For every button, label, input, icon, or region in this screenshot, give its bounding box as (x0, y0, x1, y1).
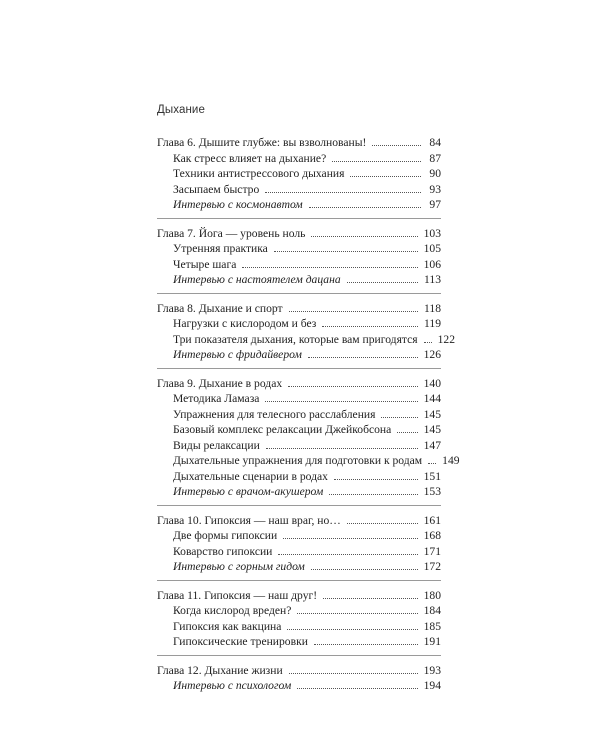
toc-section-entry (157, 316, 441, 332)
toc-section-entry (157, 182, 441, 198)
dot-leader (329, 494, 417, 495)
toc-interview-entry-title: Интервью с фридайвером (173, 348, 302, 361)
toc-chapter-entry-page: 103 (423, 226, 441, 240)
dot-leader (278, 554, 417, 555)
toc-section-entry-title: Гипоксические тренировки (173, 635, 308, 648)
dot-leader (372, 145, 421, 146)
toc-section-entry-title: Дыхательные упражнения для подготовки к родам (173, 454, 423, 467)
toc-chapter-entry-page: 161 (423, 513, 441, 527)
toc-section-entry-page: 122 (437, 332, 455, 346)
toc-interview-entry-page: 97 (429, 198, 441, 211)
table-of-contents (157, 135, 460, 706)
toc-chapter-entry-title: Глава 10. Гипоксия — наш враг, но… (157, 513, 341, 527)
dot-leader (311, 569, 418, 570)
dot-leader (347, 282, 418, 283)
toc-section-entry-title: Утренняя практика (173, 242, 268, 255)
toc-interview-entry (157, 272, 441, 288)
dot-leader (308, 357, 418, 358)
dot-leader (265, 192, 421, 193)
toc-chapter (157, 588, 441, 656)
running-header: Дыхание (157, 104, 205, 116)
dot-leader (265, 401, 417, 402)
toc-chapter-entry-page: 118 (424, 301, 441, 315)
dot-leader (289, 673, 418, 674)
toc-section-entry-page: 149 (442, 454, 460, 467)
toc-section-entry-title: Базовый комплекс релаксации Джейкобсона (173, 423, 392, 436)
toc-interview-entry (157, 197, 441, 213)
toc-section-entry-page: 90 (429, 167, 441, 180)
toc-chapter-entry-page: 84 (429, 136, 441, 149)
toc-section-entry-title: Виды релаксации (173, 438, 260, 452)
toc-section-entry-title: Техники антистрессового дыхания (173, 167, 345, 180)
toc-section-entry (157, 241, 441, 257)
dot-leader (266, 448, 418, 449)
toc-section-entry-page: 87 (429, 151, 441, 165)
dot-leader (283, 538, 417, 539)
toc-interview-entry-title: Интервью с космонавтом (173, 198, 303, 211)
toc-chapter-entry-title: Глава 8. Дыхание и спорт (157, 301, 283, 315)
toc-section-entry-title: Когда кислород вреден? (173, 604, 292, 617)
toc-interview-entry-page: 113 (424, 273, 441, 286)
toc-section-entry-page: 185 (423, 619, 441, 633)
toc-chapter-entry-page: 193 (423, 663, 441, 677)
toc-chapter (157, 376, 460, 506)
dot-leader (323, 598, 418, 599)
toc-section-entry-page: 151 (423, 469, 441, 483)
toc-section-entry-title: Методика Ламаза (173, 392, 260, 405)
toc-section-entry-page: 145 (423, 407, 441, 421)
dot-leader (397, 432, 417, 433)
toc-chapter-entry (157, 376, 441, 392)
dot-leader (428, 463, 436, 464)
toc-section-entry (157, 603, 441, 619)
toc-section-entry (157, 528, 441, 544)
toc-section-entry-page: 119 (424, 317, 441, 330)
dot-leader (309, 207, 421, 208)
toc-section-entry-title: Коварство гипоксии (173, 544, 273, 558)
toc-section-entry-title: Две формы гипоксии (173, 529, 278, 542)
toc-section-entry (157, 332, 455, 348)
toc-section-entry (157, 407, 441, 423)
toc-interview-entry-page: 126 (423, 348, 441, 361)
toc-section-entry (157, 469, 441, 485)
dot-leader (424, 342, 432, 343)
dot-leader (297, 688, 417, 689)
toc-chapter-entry (157, 135, 441, 151)
toc-interview-entry (157, 484, 441, 500)
toc-section-entry (157, 634, 441, 650)
toc-chapter-entry (157, 513, 441, 529)
toc-interview-entry-title: Интервью с врачом-акушером (173, 485, 324, 498)
dot-leader (334, 479, 418, 480)
toc-chapter-entry (157, 588, 441, 604)
toc-section-entry-title: Четыре шага (173, 257, 237, 271)
toc-section-entry-page: 105 (423, 242, 441, 255)
toc-chapter (157, 513, 441, 581)
toc-interview-entry-title: Интервью с горным гидом (173, 560, 305, 573)
toc-section-entry-title: Три показателя дыхания, которые вам пригодятся (173, 332, 418, 346)
toc-section-entry-page: 147 (423, 438, 441, 452)
toc-section-entry (157, 453, 460, 469)
toc-section-entry-page: 184 (423, 604, 441, 617)
dot-leader (289, 311, 418, 312)
toc-chapter (157, 301, 455, 369)
toc-section-entry-page: 93 (429, 182, 441, 196)
toc-section-entry (157, 544, 441, 560)
dot-leader (332, 161, 421, 162)
dot-leader (347, 523, 418, 524)
toc-chapter (157, 663, 441, 699)
toc-section-entry-page: 106 (423, 257, 441, 271)
toc-section-entry-page: 144 (423, 392, 441, 405)
dot-leader (350, 176, 421, 177)
toc-chapter-entry-page: 180 (423, 588, 441, 602)
toc-chapter-entry-page: 140 (423, 376, 441, 390)
toc-chapter-entry (157, 226, 441, 242)
dot-leader (297, 613, 417, 614)
toc-interview-entry (157, 678, 441, 694)
toc-chapter-entry-title: Глава 9. Дыхание в родах (157, 376, 283, 390)
toc-interview-entry-page: 153 (423, 485, 441, 498)
dot-leader (322, 326, 418, 327)
dot-leader (314, 644, 418, 645)
toc-section-entry (157, 422, 441, 438)
toc-section-entry (157, 438, 441, 454)
dot-leader (274, 251, 418, 252)
toc-section-entry-title: Дыхательные сценарии в родах (173, 469, 328, 483)
dot-leader (381, 417, 417, 418)
toc-chapter-entry-title: Глава 11. Гипоксия — наш друг! (157, 588, 318, 602)
toc-section-entry-page: 171 (423, 544, 441, 558)
toc-section-entry-page: 191 (423, 635, 441, 648)
toc-section-entry-title: Упражнения для телесного расслабления (173, 407, 376, 421)
toc-chapter (157, 226, 441, 294)
toc-section-entry-title: Нагрузки с кислородом и без (173, 317, 317, 330)
toc-section-entry-title: Гипоксия как вакцина (173, 619, 282, 633)
toc-section-entry (157, 257, 441, 273)
toc-section-entry-page: 145 (423, 423, 441, 436)
dot-leader (288, 386, 417, 387)
toc-section-entry (157, 391, 441, 407)
toc-section-entry (157, 619, 441, 635)
toc-chapter-entry (157, 663, 441, 679)
toc-section-entry (157, 151, 441, 167)
toc-section-entry-title: Как стресс влияет на дыхание? (173, 151, 327, 165)
toc-chapter-entry (157, 301, 441, 317)
dot-leader (242, 267, 417, 268)
toc-section-entry-title: Засыпаем быстро (173, 182, 260, 196)
dot-leader (311, 236, 417, 237)
toc-interview-entry-page: 194 (423, 679, 441, 692)
toc-chapter (157, 135, 441, 219)
toc-interview-entry-page: 172 (423, 560, 441, 573)
toc-interview-entry (157, 559, 441, 575)
toc-chapter-entry-title: Глава 7. Йога — уровень ноль (157, 226, 306, 240)
toc-chapter-entry-title: Глава 12. Дыхание жизни (157, 663, 283, 677)
toc-interview-entry-title: Интервью с настоятелем дацана (173, 273, 341, 286)
toc-section-entry-page: 168 (423, 529, 441, 542)
toc-interview-entry-title: Интервью с психологом (173, 679, 292, 692)
toc-interview-entry (157, 347, 441, 363)
toc-chapter-entry-title: Глава 6. Дышите глубже: вы взволнованы! (157, 136, 367, 149)
toc-section-entry (157, 166, 441, 182)
dot-leader (287, 629, 417, 630)
